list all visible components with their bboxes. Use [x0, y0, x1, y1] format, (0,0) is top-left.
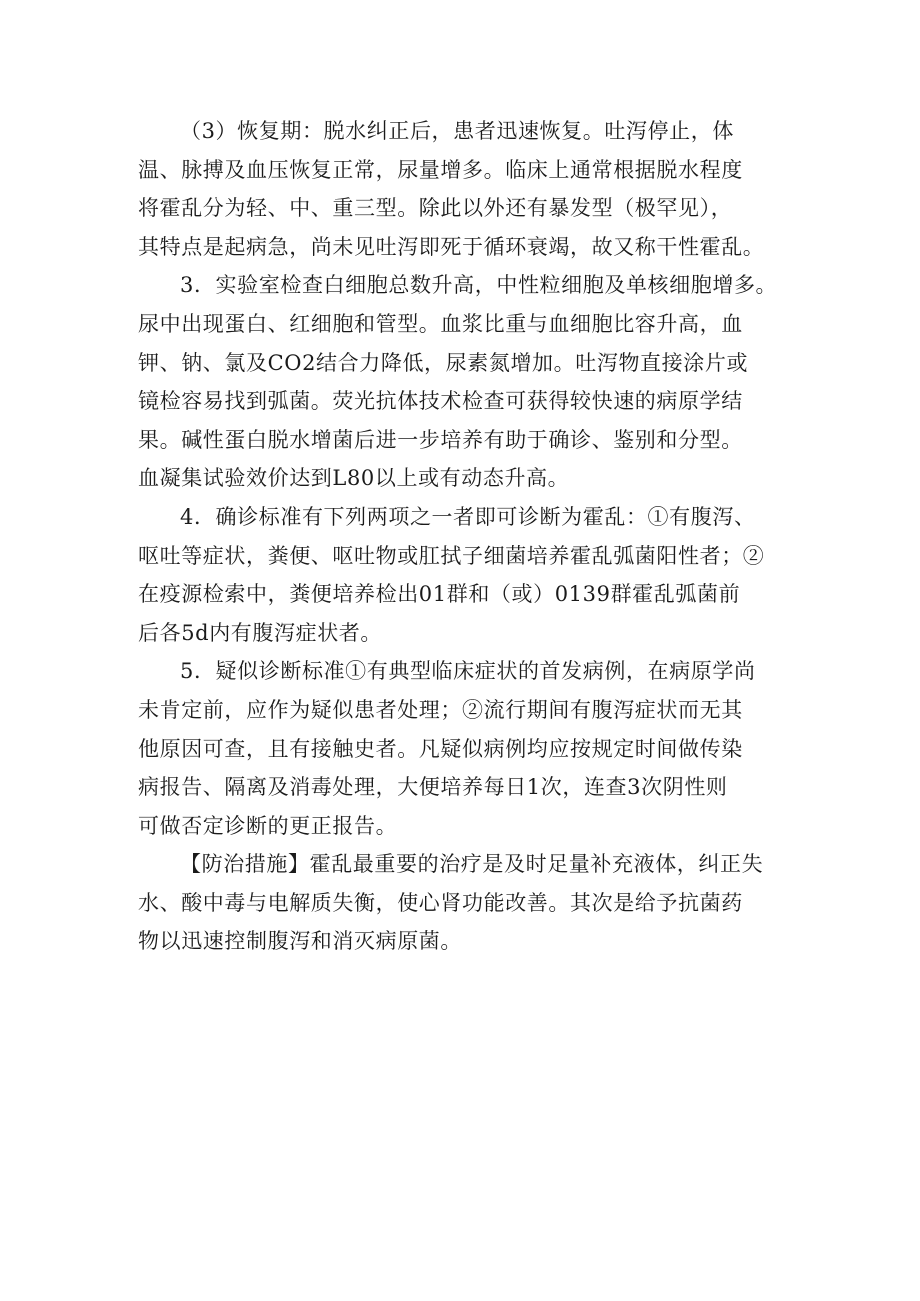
text-line: 呕吐等症状，粪便、呕吐物或肛拭子细菌培养霍乱弧菌阳性者；② — [138, 543, 765, 568]
text-line: 将霍乱分为轻、中、重三型。除此以外还有暴发型（极罕见）， — [138, 196, 733, 221]
document-page — [138, 112, 798, 961]
text-line: 物以迅速控制腹泻和消灭病原菌。 — [138, 929, 462, 954]
text-line: 血凝集试验效价达到L80以上或有动态升高。 — [138, 466, 570, 491]
paragraph-prevention-measures — [138, 845, 798, 961]
text-line: 果。碱性蛋白脱水增菌后进一步培养有助于确诊、鉴别和分型。 — [138, 427, 743, 452]
text-line: 4．确诊标准有下列两项之一者即可诊断为霍乱：①有腹泻、 — [180, 504, 756, 529]
paragraph-recovery-period — [138, 112, 798, 266]
text-line: 镜检容易找到弧菌。荧光抗体技术检查可获得较快速的病原学结 — [138, 389, 743, 414]
text-line: 【防治措施】霍乱最重要的治疗是及时足量补充液体，纠正失 — [180, 852, 764, 877]
paragraph-suspected-criteria — [138, 652, 798, 845]
text-line: 后各5d内有腹泻症状者。 — [138, 620, 383, 645]
text-line: 水、酸中毒与电解质失衡，使心肾功能改善。其次是给予抗菌药 — [138, 890, 743, 915]
text-line: 病报告、隔离及消毒处理，大便培养每日1次，连查3次阴性则 — [138, 775, 728, 800]
text-line: 可做否定诊断的更正报告。 — [138, 813, 398, 838]
text-line: 钾、钠、氯及CO2结合力降低，尿素氮增加。吐泻物直接涂片或 — [138, 350, 749, 375]
text-line: 他原因可查，且有接触史者。凡疑似病例均应按规定时间做传染 — [138, 736, 743, 761]
paragraph-diagnosis-criteria — [138, 498, 798, 652]
text-line: 3．实验室检查白细胞总数升高，中性粒细胞及单核细胞增多。 — [180, 273, 778, 298]
text-line: 在疫源检索中，粪便培养检出01群和（或）0139群霍乱弧菌前 — [138, 582, 741, 607]
text-line: 其特点是起病急，尚未见吐泻即死于循环衰竭，故又称干性霍乱。 — [138, 234, 765, 259]
text-line: 5．疑似诊断标准①有典型临床症状的首发病例，在病原学尚 — [180, 659, 756, 684]
text-line: 尿中出现蛋白、红细胞和管型。血浆比重与血细胞比容升高，血 — [138, 311, 743, 336]
text-line: 温、脉搏及血压恢复正常，尿量增多。临床上通常根据脱水程度 — [138, 157, 743, 182]
paragraph-lab-tests — [138, 266, 798, 498]
text-line: （3）恢复期：脱水纠正后，患者迅速恢复。吐泻停止，体 — [180, 119, 734, 143]
text-line: 未肯定前，应作为疑似患者处理；②流行期间有腹泻症状而无其 — [138, 697, 743, 722]
